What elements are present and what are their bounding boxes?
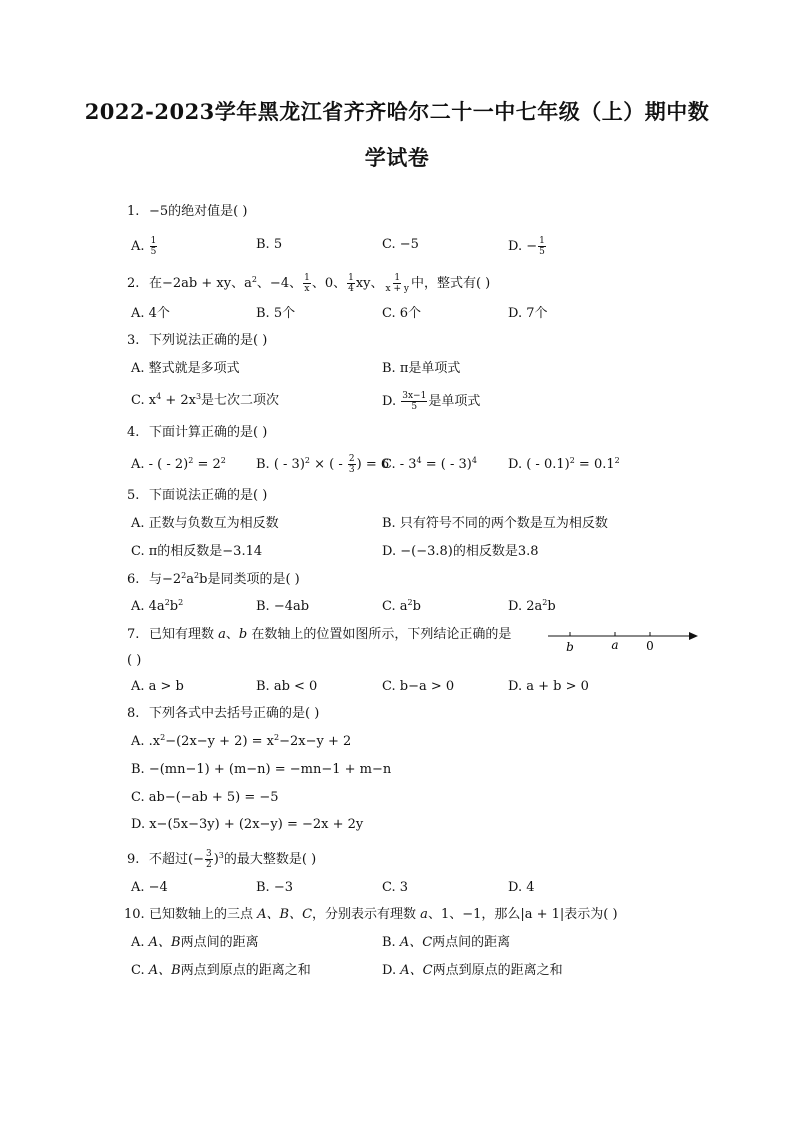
q10-option-c: C. A、B两点到原点的距离之和 xyxy=(131,963,311,978)
q4-option-d: D. ( - $0.1)^2 = 0.1^2$ xyxy=(508,456,620,472)
q2-option-a: A. 4个 xyxy=(131,306,170,321)
q4-option-a: A. - ( - $2)^2 = 2^2$ xyxy=(131,456,226,472)
q3-option-b: B. π是单项式 xyxy=(382,361,461,376)
q5-option-c: C. π的相反数是−3.14 xyxy=(131,544,263,559)
q5-option-a: A. 正数与负数互为相反数 xyxy=(131,516,279,531)
number-line-label-b: b xyxy=(566,640,574,654)
q9-option-b: B. −3 xyxy=(256,880,293,895)
number-line xyxy=(548,624,698,658)
q6-option-d: D. $2a^2b$ xyxy=(508,598,556,614)
q6-option-b: B. −4ab xyxy=(256,599,310,614)
question-4: 4. 下面计算正确的是( ) xyxy=(127,425,268,440)
q9-option-d: D. 4 xyxy=(508,880,535,895)
question-8: 8. 下列各式中去括号正确的是( ) xyxy=(127,706,320,721)
q1-option-a: A. $\frac{1}{5}$ xyxy=(131,236,157,257)
q2-option-c: C. 6个 xyxy=(382,306,422,321)
q10-option-b: B. A、C两点间的距离 xyxy=(382,935,511,950)
q3-option-c: C. $x^4 + 2x^3$是七次二项次 xyxy=(131,392,280,408)
q2-option-b: B. 5个 xyxy=(256,306,296,321)
number-line-label-a: a xyxy=(611,638,619,652)
question-6: 6. 与$-2^2a^2b$是同类项的是( ) xyxy=(127,571,300,587)
q9-option-c: C. 3 xyxy=(382,880,409,895)
q8-option-c: C. ab−(−ab + 5) = −5 xyxy=(131,790,279,805)
q8-option-a: A. $.x^2-(2x-y + 2) = x^2-2x-y + 2$ xyxy=(131,733,352,749)
q1-option-d: D. − $\frac{1}{5}$ xyxy=(508,236,545,257)
q7-option-b: B. ab < 0 xyxy=(256,679,318,694)
q9-option-a: A. −4 xyxy=(131,880,168,895)
q3-option-d: D. $\frac{3x-1}{5}$ 是单项式 xyxy=(382,391,481,412)
q10-option-a: A. A、B两点间的距离 xyxy=(131,935,259,950)
q5-option-b: B. 只有符号不同的两个数是互为相反数 xyxy=(382,516,608,531)
question-3: 3. 下列说法正确的是( ) xyxy=(127,333,268,348)
question-7-paren: ( ) xyxy=(127,653,142,668)
question-2: 2. 在−2ab + xy、$a^2$、−4、 $\frac{1}{x}$ 、0、 $\frac{1}{4}$ xy、 $\frac{1}{x + y}$ 中，整式有( ) xyxy=(127,273,491,294)
q4-option-b: B. ( - 3)$^2$ × ( - $\frac{2}{3}$ ) = 6 xyxy=(256,454,390,475)
question-10: 10. 已知数轴上的三点 A、B、C，分别表示有理数 a、1、−1，那么|a + 1|表示为( ) xyxy=(124,907,618,922)
q7-option-d: D. a + b > 0 xyxy=(508,679,589,694)
exam-title-line-1: 2022-2023学年黑龙江省齐齐哈尔二十一中七年级（上）期中数 xyxy=(84,99,710,124)
number-line-arrow xyxy=(689,632,698,640)
q6-option-c: C. $a^2b$ xyxy=(382,598,421,614)
number-line-label-0: 0 xyxy=(646,639,654,653)
q7-option-c: C. b−a > 0 xyxy=(382,679,455,694)
q2-option-d: D. 7个 xyxy=(508,306,548,321)
q10-option-d: D. A、C两点到原点的距离之和 xyxy=(382,963,563,978)
question-5: 5. 下面说法正确的是( ) xyxy=(127,488,268,503)
q1-option-c: C. −5 xyxy=(382,237,419,252)
exam-title-line-2: 学试卷 xyxy=(364,145,430,170)
q3-option-a: A. 整式就是多项式 xyxy=(131,361,240,376)
q6-option-a: A. $4a^2b^2$ xyxy=(131,598,184,614)
q7-option-a: A. a > b xyxy=(131,679,184,694)
q5-option-d: D. −(−3.8)的相反数是3.8 xyxy=(382,544,539,559)
q1-option-b: B. 5 xyxy=(256,237,283,252)
question-1: 1. −5的绝对值是( ) xyxy=(127,204,248,219)
question-9: 9. 不超过(− $\frac{3}{2}$ )$^3$的最大整数是( ) xyxy=(127,849,317,870)
question-7: 7. 已知有理数 a、b 在数轴上的位置如图所示，下列结论正确的是 xyxy=(127,627,512,642)
q8-option-b: B. −(mn−1) + (m−n) = −mn−1 + m−n xyxy=(131,762,392,777)
q4-option-c: C. - $3^4$ = ( - 3)$^4$ xyxy=(382,456,477,472)
q8-option-d: D. x−(5x−3y) + (2x−y) = −2x + 2y xyxy=(131,817,364,832)
